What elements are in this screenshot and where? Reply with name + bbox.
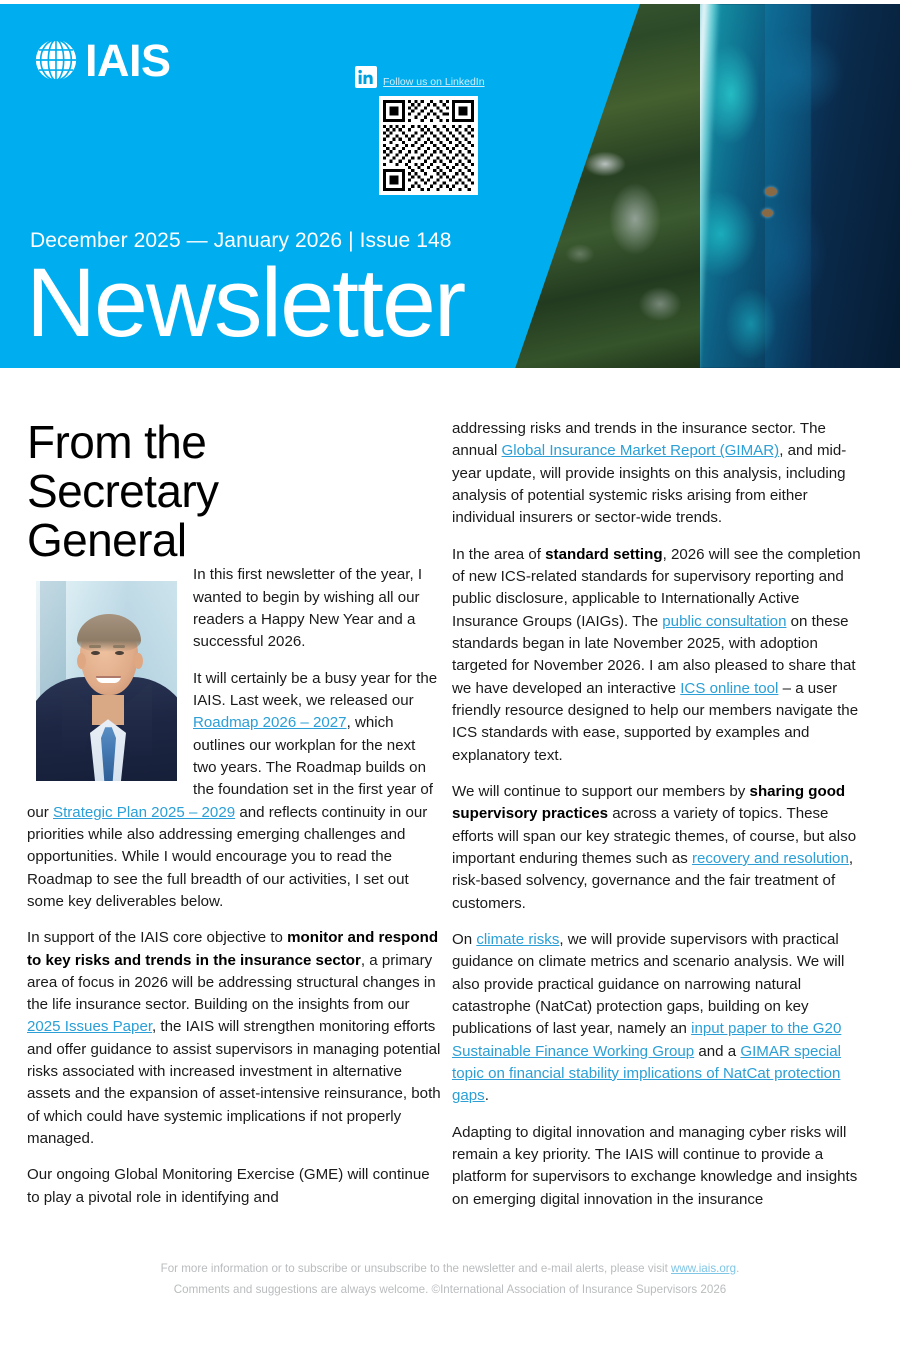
text-run: Adapting to digital innovation and managing cyber risks will remain a key priority. The IAIS will continue to provide a platform for supervisors to exchange knowledge and insights on emerging digital innovation in the insurance <box>452 1123 858 1208</box>
paragraph <box>27 1164 442 1209</box>
paragraph <box>452 781 867 915</box>
linkedin-icon[interactable] <box>355 66 377 88</box>
page-footer <box>0 1258 900 1301</box>
footer-line-2: Comments and suggestions are always welcome. ©International Association of Insurance Supervisors 2026 <box>173 1283 727 1297</box>
emphasis-text: monitor and respond to key risks and trends in the insurance sector <box>27 929 439 969</box>
title-line-2: Secretary <box>27 464 219 517</box>
text-run: . <box>484 1087 489 1105</box>
linkedin-follow[interactable] <box>355 66 485 88</box>
globe-icon <box>33 37 79 83</box>
inline-link[interactable]: input paper to the G20 Sustainable Finance Working Group <box>452 1020 842 1060</box>
text-run: addressing risks and trends in the insurance sector. The annual <box>452 420 826 460</box>
inline-link[interactable]: recovery and resolution <box>691 849 849 867</box>
linkedin-label[interactable]: Follow us on LinkedIn <box>383 76 485 88</box>
left-column <box>27 368 442 1209</box>
iais-website-link[interactable]: www.iais.org <box>671 1262 737 1275</box>
title-line-3: General <box>27 513 187 566</box>
avatar <box>36 581 177 781</box>
inline-link[interactable]: Roadmap 2026 – 2027 <box>193 714 347 732</box>
emphasis-text: standard setting <box>545 545 663 563</box>
text-run: , which outlines our workplan for the next two years. The Roadmap builds on the foundation set in the first year of our <box>27 714 433 821</box>
paragraph <box>452 544 867 767</box>
text-run: on these standards began in late November 2025, with adoption targeted for November 2026. I am also pleased to share that we have developed an interactive <box>452 612 856 697</box>
footer-line-1 <box>0 1258 900 1279</box>
islet-1 <box>765 187 777 196</box>
inline-link[interactable]: Global Insurance Market Report (GIMAR) <box>501 442 780 460</box>
text-run: , risk-based solvency, governance and the fair treatment of customers. <box>452 849 854 912</box>
text-run: In the area of <box>452 545 546 563</box>
inline-link[interactable]: Strategic Plan 2025 – 2029 <box>53 803 236 821</box>
text-run: , we will provide supervisors with practical guidance on climate metrics and scenario analysis. We will also provide practical guidance on narrowing natural catastrophe (NatCat) protection gaps, building on key publications of last year, namely an <box>452 930 845 1038</box>
issue-line: December 2025 — January 2026 | Issue 148 <box>30 229 452 252</box>
text-run: In support of the IAIS core objective to <box>27 929 288 947</box>
text-run: Our ongoing Global Monitoring Exercise (GME) will continue to play a pivotal role in identifying and <box>27 1166 430 1206</box>
paragraph <box>452 929 867 1108</box>
paragraph <box>452 418 867 530</box>
emphasis-text: sharing good supervisory practices <box>452 782 846 823</box>
header-banner <box>0 4 900 368</box>
logo-wordmark: IAIS <box>85 34 171 86</box>
inline-link[interactable]: 2025 Issues Paper <box>27 1018 153 1036</box>
qr-code-icon[interactable] <box>379 96 478 195</box>
text-run: – a user friendly resource designed to help our members navigate the ICS standards with ease, supported by examples and explanatory text. <box>452 679 859 764</box>
text-run: We will continue to support our members by <box>452 782 750 800</box>
footer-line-1-before: For more information or to subscribe or unsubscribe to the newsletter and e-mail alerts, please visit <box>160 1262 672 1275</box>
text-run: across a variety of topics. These efforts will span our key strategic themes, of course, but also important enduring themes such as <box>452 805 857 867</box>
title-line-1: From the <box>27 416 207 468</box>
inline-link[interactable]: GIMAR special topic on financial stability implications of NatCat protection gaps <box>452 1042 842 1105</box>
inline-link[interactable]: climate risks <box>476 930 560 948</box>
article-body <box>0 368 900 1250</box>
text-run: , the IAIS will strengthen monitoring efforts and offer guidance to assist supervisors in managing potential risks associated with increased investment in alternative assets and the expansion of asset-intensive reinsurance, both of which could have systemic implications if not properly managed. <box>27 1018 441 1148</box>
iais-logo[interactable] <box>33 34 171 86</box>
text-run: , a primary area of focus in 2026 will be addressing structural changes in the life insurance sector. Building on the insights from our <box>27 951 436 1014</box>
text-run: , and mid-year update, will provide insights on this analysis, including analysis of potential systemic risks arising from either individual insurers or sector-wide trends. <box>452 442 847 527</box>
text-run: and reflects continuity in our priorities while also addressing emerging challenges and opportunities. While I would encourage you to read the Roadmap to see the full breadth of our activities, I set out some key deliverables below. <box>27 803 428 910</box>
newsletter-title: Newsletter <box>26 248 465 357</box>
text-run: It will certainly be a busy year for the IAIS. Last week, we released our <box>193 669 438 709</box>
paragraph <box>27 927 442 1150</box>
page-title <box>27 418 442 564</box>
right-paragraphs <box>452 418 867 1211</box>
islet-2 <box>762 209 773 217</box>
text-run: In this first newsletter of the year, I wanted to begin by wishing all our readers a Happy New Year and a successful 2026. <box>193 566 423 651</box>
footer-line-1-after: . <box>736 1262 740 1275</box>
text-run: , 2026 will see the completion of new ICS-related standards for supervisory reporting and public disclosure, applicable to Internationally Active Insurance Groups (IAIGs). The <box>452 545 861 630</box>
paragraph <box>452 1122 867 1211</box>
text-run: and a <box>694 1042 741 1060</box>
inline-link[interactable]: ICS online tool <box>680 679 779 697</box>
right-column <box>452 368 867 1211</box>
text-run: On <box>452 930 477 948</box>
inline-link[interactable]: public consultation <box>662 612 787 630</box>
